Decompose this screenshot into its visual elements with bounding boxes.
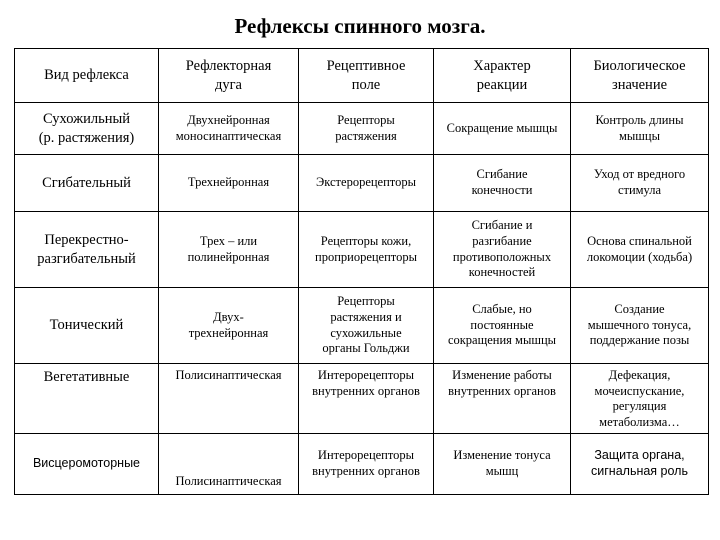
cell-reflex-arc: Полисинаптическая [159,434,299,495]
table-row [15,434,709,495]
table-header-row [15,49,709,103]
cell-reaction-type: Изменение тонуса мышц [434,434,571,495]
cell-reflex-arc: Полисинаптическая [159,364,299,434]
cell-reflex-arc: Трехнейронная [159,155,299,212]
reflex-table [14,48,709,495]
cell-receptive-field: Рецепторы растяжения [299,103,434,155]
cell-biological-role: Основа спинальной локомоции (ходьба) [571,212,709,288]
cell-receptive-field: Рецепторы кожи, проприорецепторы [299,212,434,288]
cell-reaction-type: Сокращение мышцы [434,103,571,155]
cell-reflex-arc: Трех – или полинейронная [159,212,299,288]
cell-biological-role: Дефекация, мочеиспускание, регуляция метаболизма… [571,364,709,434]
page-title: Рефлексы спинного мозга. [234,14,486,38]
header-receptive-field: Рецептивное поле [299,49,434,103]
cell-reflex-type: Перекрестно- разгибательный [15,212,159,288]
cell-biological-role: Защита органа, сигнальная роль [571,434,709,495]
header-reflex-type: Вид рефлекса [15,49,159,103]
cell-reflex-arc: Двухнейронная моносинаптическая [159,103,299,155]
cell-biological-role: Создание мышечного тонуса, поддержание позы [571,288,709,364]
cell-reaction-type: Слабые, но постоянные сокращения мышцы [434,288,571,364]
cell-reflex-arc: Двух- трехнейронная [159,288,299,364]
cell-receptive-field: Интерорецепторы внутренних органов [299,364,434,434]
cell-reflex-type: Сухожильный (р. растяжения) [15,103,159,155]
cell-receptive-field: Экстерорецепторы [299,155,434,212]
cell-reaction-type: Сгибание конечности [434,155,571,212]
cell-reflex-type: Тонический [15,288,159,364]
table-row [15,212,709,288]
table-row [15,155,709,212]
cell-biological-role: Уход от вредного стимула [571,155,709,212]
header-reaction-type: Характер реакции [434,49,571,103]
cell-biological-role: Контроль длины мышцы [571,103,709,155]
cell-reflex-type: Вегетативные [15,364,159,434]
cell-receptive-field: Интерорецепторы внутренних органов [299,434,434,495]
cell-reflex-type: Висцеромоторные [15,434,159,495]
header-biological-role: Биологическое значение [571,49,709,103]
table-row [15,364,709,434]
cell-receptive-field: Рецепторы растяжения и сухожильные органы Гольджи [299,288,434,364]
cell-reaction-type: Изменение работы внутренних органов [434,364,571,434]
header-reflex-arc: Рефлекторная дуга [159,49,299,103]
table-row [15,288,709,364]
table-row [15,103,709,155]
cell-reaction-type: Сгибание и разгибание противоположных конечностей [434,212,571,288]
cell-reflex-type: Сгибательный [15,155,159,212]
